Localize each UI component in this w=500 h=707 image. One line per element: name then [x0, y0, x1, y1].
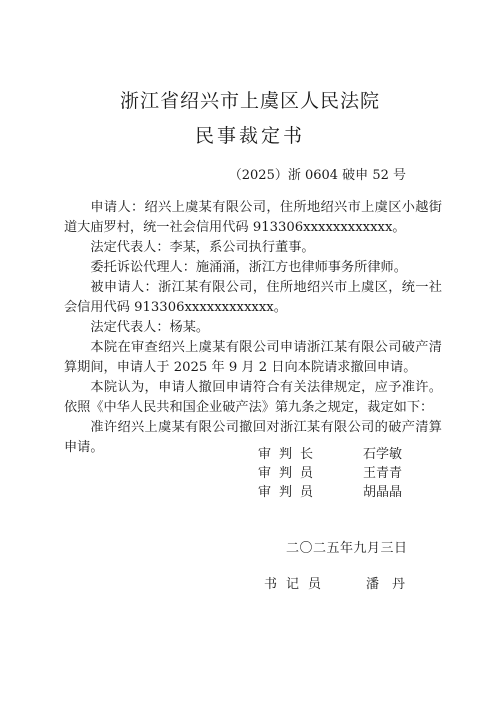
facts-paragraph: 本院在审查绍兴上虞某有限公司申请浙江某有限公司破产清算期间，申请人于 2025 年 9 月 2 日向本院请求撤回申请。	[64, 340, 442, 375]
reasoning-paragraph: 本院认为，申请人撤回申请符合有关法律规定，应予准许。依照《中华人民共和国企业破产法》第九条之规定，裁定如下：	[64, 380, 442, 415]
clerk-role: 书记员	[264, 577, 331, 592]
signature-row	[258, 481, 402, 500]
document-title: 民事裁定书	[194, 125, 305, 147]
applicant-agent: 委托诉讼代理人：施涌涌，浙江方也律师事务所律师。	[90, 260, 407, 275]
case-number: （2025）浙 0604 破申 52 号	[228, 168, 406, 183]
signature-row	[258, 443, 402, 462]
signature-role: 审判员	[258, 485, 322, 500]
signature-name: 胡晶晶	[363, 485, 403, 500]
document-body	[64, 198, 442, 458]
applicant-paragraph: 申请人：绍兴上虞某有限公司，住所地绍兴市上虞区小越街道大庙罗村，统一社会信用代码 913306xxxxxxxxxxxx。	[64, 200, 442, 235]
applicant-legal-rep: 法定代表人：李某，系公司执行董事。	[90, 240, 315, 255]
signature-role: 审判长	[258, 447, 322, 462]
ruling-date: 二〇二五年九月三日	[286, 541, 408, 556]
signature-role: 审判员	[258, 466, 322, 481]
clerk-name: 潘丹	[366, 577, 419, 592]
ruling-paragraph: 准许绍兴上虞某有限公司撤回对浙江某有限公司的破产清算申请。	[64, 420, 442, 455]
court-name: 浙江省绍兴市上虞区人民法院	[119, 90, 380, 112]
respondent-legal-rep: 法定代表人：杨某。	[90, 320, 210, 335]
respondent-paragraph: 被申请人：浙江某有限公司，住所地绍兴市上虞区，统一社会信用代码 913306xxxxxxxxxxxx。	[64, 280, 442, 315]
signature-row	[258, 462, 402, 481]
signature-name: 石学敏	[363, 447, 403, 462]
signature-name: 王青青	[363, 466, 403, 481]
clerk-row	[264, 573, 418, 592]
